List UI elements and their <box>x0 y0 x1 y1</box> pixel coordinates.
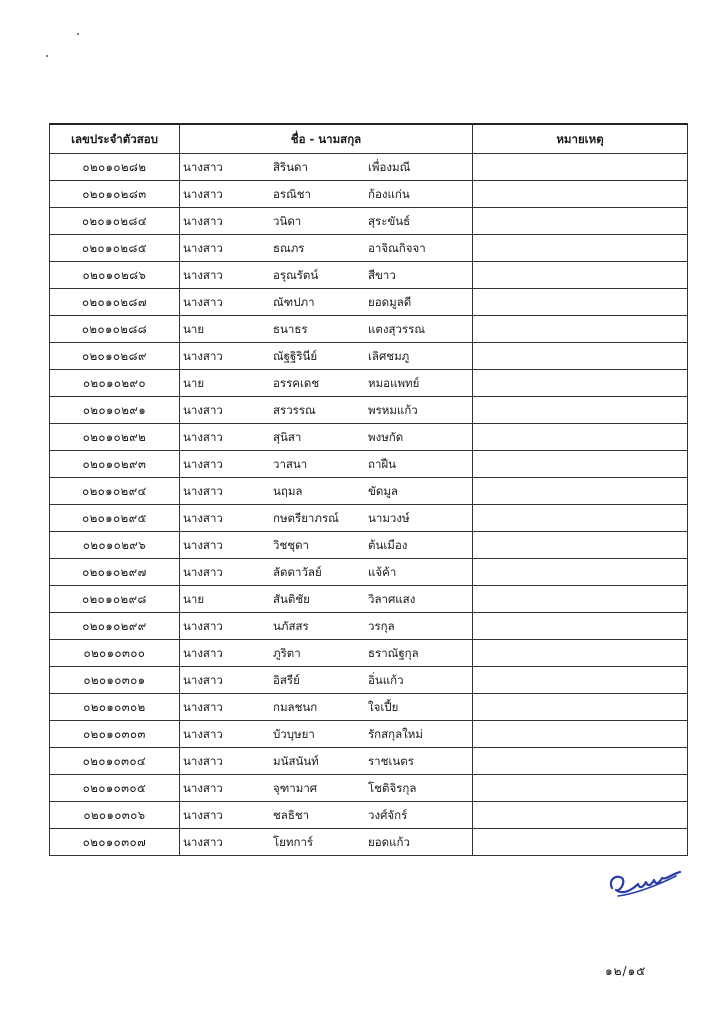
last-name: แตงสุวรรณ <box>368 322 425 336</box>
remark-cell <box>473 775 688 802</box>
full-name-cell <box>180 316 473 343</box>
header-remark: หมายเหตุ <box>473 124 688 154</box>
name-title: นางสาว <box>183 160 223 174</box>
table-row <box>50 775 688 802</box>
full-name-cell <box>180 559 473 586</box>
last-name: สุระขันธ์ <box>368 214 411 228</box>
exam-id-cell: ๐๒๐๑๐๒๙๔ <box>50 478 180 505</box>
last-name: พรหมแก้ว <box>368 403 418 417</box>
exam-id-cell: ๐๒๐๑๐๒๘๘ <box>50 316 180 343</box>
last-name: รักสกุลใหม่ <box>368 727 423 741</box>
first-name: กษตรียาภรณ์ <box>273 511 339 525</box>
name-title: นางสาว <box>183 700 223 714</box>
table-row <box>50 235 688 262</box>
last-name: อาจิณกิจจา <box>368 241 426 255</box>
remark-cell <box>473 694 688 721</box>
last-name: วิลาศแสง <box>368 592 416 606</box>
remark-cell <box>473 586 688 613</box>
table-row <box>50 694 688 721</box>
first-name: ภูริตา <box>273 646 301 660</box>
last-name: เพื่องมณี <box>368 160 411 174</box>
full-name-cell <box>180 532 473 559</box>
table-row <box>50 424 688 451</box>
name-title: นางสาว <box>183 349 223 363</box>
remark-cell <box>473 289 688 316</box>
first-name: ชลธิชา <box>273 808 310 822</box>
remark-cell <box>473 748 688 775</box>
exam-id-cell: ๐๒๐๑๐๒๙๓ <box>50 451 180 478</box>
exam-id-cell: ๐๒๐๑๐๒๙๘ <box>50 586 180 613</box>
full-name-cell <box>180 775 473 802</box>
full-name-cell <box>180 451 473 478</box>
last-name: ใจเปี้ย <box>368 700 399 714</box>
remark-cell <box>473 208 688 235</box>
exam-id-cell: ๐๒๐๑๐๒๙๑ <box>50 397 180 424</box>
table-row <box>50 505 688 532</box>
name-title: นางสาว <box>183 673 223 687</box>
first-name: โยทการ์ <box>273 835 314 849</box>
remark-cell <box>473 262 688 289</box>
full-name-cell <box>180 640 473 667</box>
name-title: นางสาว <box>183 214 223 228</box>
first-name: จุฑามาศ <box>273 781 318 795</box>
remark-cell <box>473 235 688 262</box>
remark-cell <box>473 181 688 208</box>
name-title: นางสาว <box>183 403 223 417</box>
table-row <box>50 667 688 694</box>
first-name: ณัฑปภา <box>273 295 315 309</box>
exam-id-cell: ๐๒๐๑๐๒๙๙ <box>50 613 180 640</box>
full-name-cell <box>180 289 473 316</box>
remark-cell <box>473 640 688 667</box>
first-name: อรณิชา <box>273 187 312 201</box>
exam-id-cell: ๐๒๐๑๐๒๘๙ <box>50 343 180 370</box>
first-name: อรุณรัตน์ <box>273 268 319 282</box>
last-name: หมอแพทย์ <box>368 376 420 390</box>
name-title: นางสาว <box>183 241 223 255</box>
name-title: นาย <box>183 322 205 336</box>
table-header-row <box>50 124 688 154</box>
table-row <box>50 370 688 397</box>
full-name-cell <box>180 478 473 505</box>
exam-id-cell: ๐๒๐๑๐๓๐๔ <box>50 748 180 775</box>
table-row <box>50 343 688 370</box>
full-name-cell <box>180 694 473 721</box>
full-name-cell <box>180 829 473 856</box>
full-name-cell <box>180 613 473 640</box>
table-row <box>50 532 688 559</box>
table-row <box>50 397 688 424</box>
full-name-cell <box>180 505 473 532</box>
table-row <box>50 289 688 316</box>
name-title: นางสาว <box>183 727 223 741</box>
exam-id-cell: ๐๒๐๑๐๓๐๖ <box>50 802 180 829</box>
first-name: สรวรรณ <box>273 403 316 417</box>
exam-id-cell: ๐๒๐๑๐๒๘๗ <box>50 289 180 316</box>
name-title: นางสาว <box>183 484 223 498</box>
full-name-cell <box>180 343 473 370</box>
table-row <box>50 478 688 505</box>
full-name-cell <box>180 181 473 208</box>
last-name: ต้นเมือง <box>368 538 408 552</box>
remark-cell <box>473 802 688 829</box>
full-name-cell <box>180 208 473 235</box>
full-name-cell <box>180 235 473 262</box>
exam-id-cell: ๐๒๐๑๐๓๐๗ <box>50 829 180 856</box>
first-name: ธณภร <box>273 241 305 255</box>
name-title: นางสาว <box>183 457 223 471</box>
last-name: เลิศชมภู <box>368 349 410 363</box>
table-row <box>50 451 688 478</box>
first-name: มนัสนันท์ <box>273 754 319 768</box>
exam-id-cell: ๐๒๐๑๐๒๘๔ <box>50 208 180 235</box>
remark-cell <box>473 478 688 505</box>
remark-cell <box>473 721 688 748</box>
exam-id-cell: ๐๒๐๑๐๓๐๒ <box>50 694 180 721</box>
exam-id-cell: ๐๒๐๑๐๓๐๓ <box>50 721 180 748</box>
table-row <box>50 154 688 181</box>
last-name: พงษกัด <box>368 430 404 444</box>
full-name-cell <box>180 586 473 613</box>
exam-id-cell: ๐๒๐๑๐๒๘๖ <box>50 262 180 289</box>
name-title: นางสาว <box>183 619 223 633</box>
name-title: นางสาว <box>183 808 223 822</box>
full-name-cell <box>180 748 473 775</box>
table-row <box>50 559 688 586</box>
remark-cell <box>473 424 688 451</box>
last-name: อิ่นแก้ว <box>368 673 404 687</box>
first-name: อรรคเดช <box>273 376 320 390</box>
name-title: นางสาว <box>183 295 223 309</box>
remark-cell <box>473 667 688 694</box>
name-title: นางสาว <box>183 430 223 444</box>
full-name-cell <box>180 262 473 289</box>
table-row <box>50 316 688 343</box>
header-exam-id: เลขประจำตัวสอบ <box>50 124 180 154</box>
table-row <box>50 829 688 856</box>
last-name: วรกุล <box>368 619 395 633</box>
first-name: อิสรีย์ <box>273 673 300 687</box>
name-title: นางสาว <box>183 511 223 525</box>
name-title: นางสาว <box>183 754 223 768</box>
table-row <box>50 802 688 829</box>
exam-id-cell: ๐๒๐๑๐๒๘๒ <box>50 154 180 181</box>
exam-id-cell: ๐๒๐๑๐๒๙๐ <box>50 370 180 397</box>
signature-image <box>604 866 684 908</box>
first-name: กมลชนก <box>273 700 318 714</box>
remark-cell <box>473 316 688 343</box>
table-row <box>50 640 688 667</box>
first-name: วนิดา <box>273 214 302 228</box>
table-row <box>50 721 688 748</box>
exam-id-cell: ๐๒๐๑๐๒๘๓ <box>50 181 180 208</box>
exam-id-cell: ๐๒๐๑๐๒๙๖ <box>50 532 180 559</box>
last-name: ถาฝืน <box>368 457 397 471</box>
exam-id-cell: ๐๒๐๑๐๒๙๒ <box>50 424 180 451</box>
full-name-cell <box>180 424 473 451</box>
scan-speck <box>46 55 48 57</box>
table-row <box>50 208 688 235</box>
exam-id-cell: ๐๒๐๑๐๒๙๗ <box>50 559 180 586</box>
last-name: ธราณัฐกุล <box>368 646 419 660</box>
first-name: ธนาธร <box>273 322 308 336</box>
full-name-cell <box>180 802 473 829</box>
first-name: นภัสสร <box>273 619 309 633</box>
name-title: นางสาว <box>183 187 223 201</box>
name-title: นางสาว <box>183 835 223 849</box>
remark-cell <box>473 505 688 532</box>
remark-cell <box>473 829 688 856</box>
last-name: สีขาว <box>368 268 396 282</box>
first-name: ณัฐฐิรินีย์ <box>273 349 318 363</box>
full-name-cell <box>180 667 473 694</box>
table-row <box>50 181 688 208</box>
full-name-cell <box>180 397 473 424</box>
header-full-name: ชื่อ - นามสกุล <box>180 124 473 154</box>
last-name: นามวงษ์ <box>368 511 410 525</box>
first-name: สิรินดา <box>273 160 308 174</box>
first-name: สุนิสา <box>273 430 302 444</box>
exam-id-cell: ๐๒๐๑๐๒๙๕ <box>50 505 180 532</box>
remark-cell <box>473 397 688 424</box>
last-name: โชติจิรกุล <box>368 781 417 795</box>
full-name-cell <box>180 370 473 397</box>
table-row <box>50 748 688 775</box>
name-title: นางสาว <box>183 538 223 552</box>
remark-cell <box>473 532 688 559</box>
remark-cell <box>473 613 688 640</box>
name-title: นางสาว <box>183 646 223 660</box>
name-title: นางสาว <box>183 565 223 579</box>
table-row <box>50 613 688 640</box>
first-name: บัวบุษยา <box>273 727 315 741</box>
last-name: ขัดมูล <box>368 484 398 498</box>
exam-id-cell: ๐๒๐๑๐๓๐๐ <box>50 640 180 667</box>
last-name: ราชเนตร <box>368 754 414 768</box>
remark-cell <box>473 343 688 370</box>
candidate-table <box>49 123 688 856</box>
full-name-cell <box>180 154 473 181</box>
last-name: ยอดมูลดี <box>368 295 412 309</box>
first-name: ลัดดาวัลย์ <box>273 565 322 579</box>
remark-cell <box>473 451 688 478</box>
exam-id-cell: ๐๒๐๑๐๓๐๑ <box>50 667 180 694</box>
first-name: วาสนา <box>273 457 308 471</box>
last-name: วงศ์จักร์ <box>368 808 408 822</box>
name-title: นาย <box>183 376 205 390</box>
scan-speck <box>77 33 79 35</box>
name-title: นางสาว <box>183 781 223 795</box>
exam-id-cell: ๐๒๐๑๐๓๐๕ <box>50 775 180 802</box>
exam-id-cell: ๐๒๐๑๐๒๘๕ <box>50 235 180 262</box>
page-number: ๑๒/๑๕ <box>605 964 647 978</box>
last-name: แจ้ค้า <box>368 565 397 579</box>
name-title: นาย <box>183 592 205 606</box>
remark-cell <box>473 154 688 181</box>
remark-cell <box>473 559 688 586</box>
last-name: ก้องแก่น <box>368 187 410 201</box>
full-name-cell <box>180 721 473 748</box>
first-name: วิชชุดา <box>273 538 309 552</box>
first-name: สันติชัย <box>273 592 310 606</box>
last-name: ยอดแก้ว <box>368 835 410 849</box>
name-title: นางสาว <box>183 268 223 282</box>
table-row <box>50 262 688 289</box>
remark-cell <box>473 370 688 397</box>
table-row <box>50 586 688 613</box>
first-name: นฤมล <box>273 484 303 498</box>
